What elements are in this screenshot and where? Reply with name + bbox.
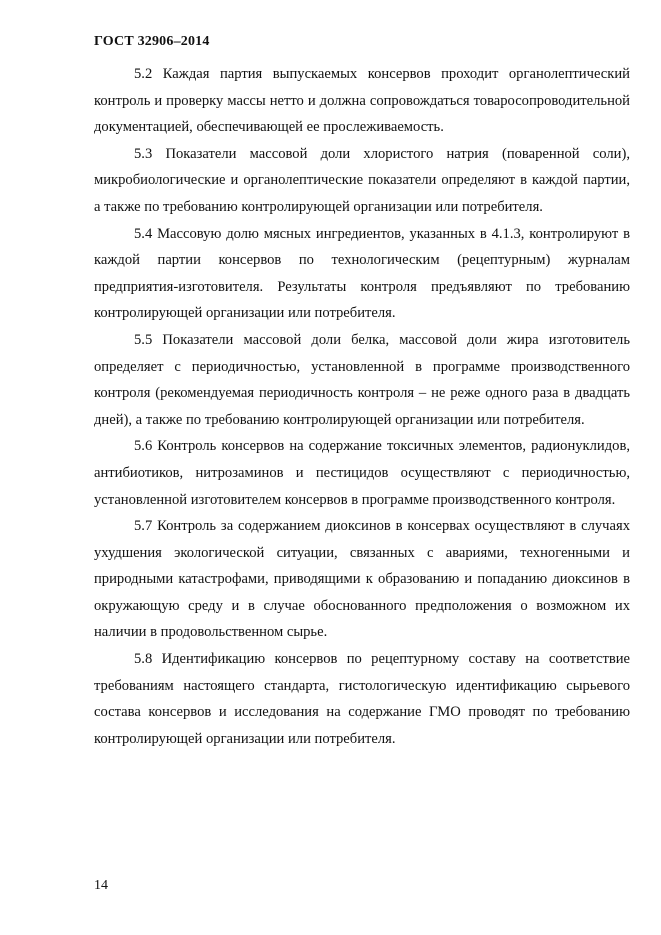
page-number: 14 <box>94 878 108 893</box>
paragraph-5-2: 5.2 Каждая партия выпускаемых консервов проходит органолептический контроль и проверку массы нетто и должна сопровождаться товаросопроводительной документацией, обеспечивающей ее прослеживаемость. <box>94 66 630 136</box>
paragraph-5-8: 5.8 Идентификацию консервов по рецептурному составу на соответствие требованиям настоящего стандарта, гистологическую идентификацию сырьевого состава консервов и исследования на содержание ГМО проводят по требованию контролирующей организации или потребителя. <box>94 651 630 747</box>
paragraph-5-6: 5.6 Контроль консервов на содержание токсичных элементов, радионуклидов, антибиотиков, нитрозаминов и пестицидов осуществляют с периодичностью, установленной изготовителем консервов в программе производственного контроля. <box>94 438 630 508</box>
paragraph-5-4: 5.4 Массовую долю мясных ингредиентов, указанных в 4.1.3, контролируют в каждой партии консервов по технологическим (рецептурным) журналам предприятия-изготовителя. Результаты контроля предъявляют по требованию контролирующей организации или потребителя. <box>94 225 630 322</box>
document-body <box>94 61 630 752</box>
paragraph-5-3: 5.3 Показатели массовой доли хлористого натрия (поваренной соли), микробиологические и органолептические показатели определяют в каждой партии, а также по требованию контролирующей организации или потребителя. <box>94 145 630 215</box>
paragraph-5-7: 5.7 Контроль за содержанием диоксинов в консервах осуществляют в случаях ухудшения экологической ситуации, связанных с авариями, техногенными и природными катастрофами, приводящими к образованию и попаданию диоксинов в окружающую среду и в случае обоснованного предположения о возможном их наличии в продовольственном сырье. <box>94 518 630 641</box>
paragraph-5-5: 5.5 Показатели массовой доли белка, массовой доли жира изготовитель определяет с периодичностью, установленной в программе производственного контроля (рекомендуемая периодичность контроля – не реже одного раза в двадцать дней), а также по требованию контролирующей организации или потребителя. <box>94 331 630 428</box>
document-header: ГОСТ 32906–2014 <box>94 34 210 49</box>
